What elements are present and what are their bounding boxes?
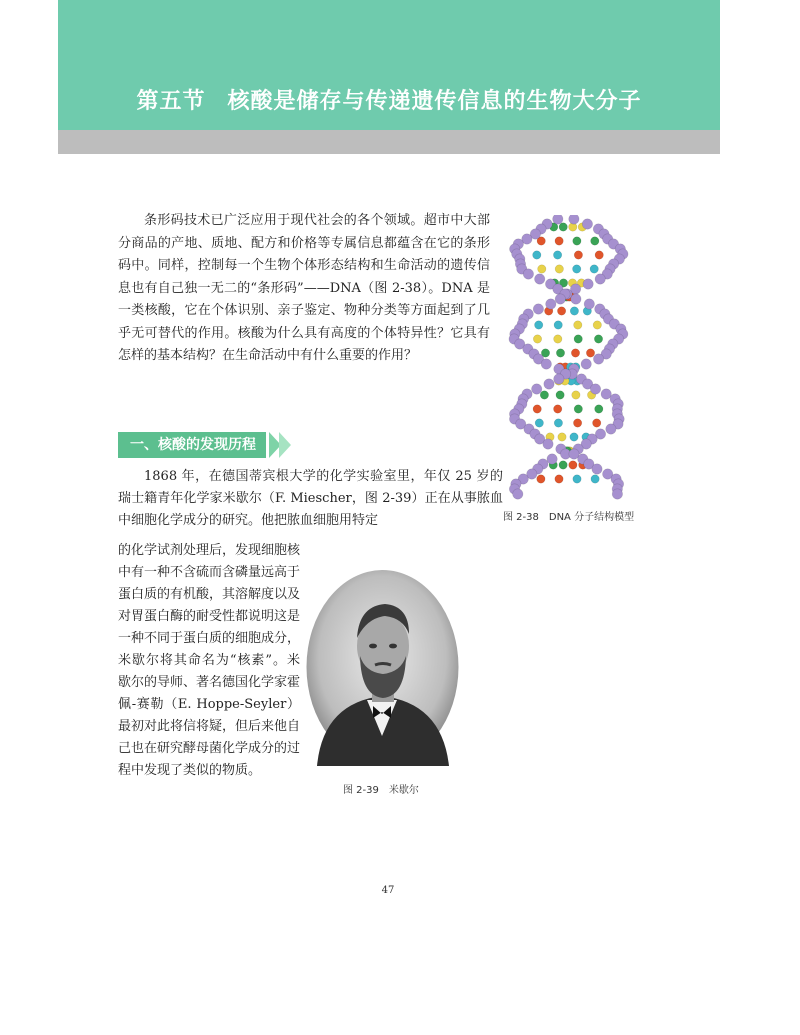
dna-model-image (488, 215, 648, 500)
subsection-heading (118, 432, 289, 458)
dna-figure-caption: 图 2-38 DNA 分子结构模型 (503, 512, 635, 523)
page-number: 47 (381, 885, 395, 896)
section-number: 第五节 (136, 89, 206, 114)
body-text-1: 1868 年，在德国蒂宾根大学的化学实验室里，年仅 25 岁的瑞士籍青年化学家米歇尔（F. Miescher，图 2-39）正在从事脓血中细胞化学成分的研究。他把脓血细胞用特定 (118, 469, 503, 528)
header-shadow (58, 130, 720, 154)
portrait-figure-caption: 图 2-39 米歇尔 (343, 785, 419, 796)
body-paragraph-2 (118, 540, 300, 782)
double-chevron-icon (269, 432, 289, 458)
intro-paragraph (118, 210, 490, 368)
textbook-page (58, 0, 720, 1035)
subsection-heading-label: 一、核酸的发现历程 (118, 432, 266, 458)
intro-text: 条形码技术已广泛应用于现代社会的各个领域。超市中大部分商品的产地、质地、配方和价格等专属信息都蕴含在它的条形码中。同样，控制每一个生物个体形态结构和生命活动的遗传信息也有自己独一无二的“条形码”——DNA（图 2-38）。DNA 是一类核酸，它在个体识别、亲子鉴定、物种分类等方面起到了几乎无可替代的作用。核酸为什么具有高度的个体特异性？它具有怎样的基本结构？在生命活动中有什么重要的作用？ (118, 213, 490, 363)
section-title (58, 84, 720, 115)
section-title-text: 核酸是储存与传递遗传信息的生物大分子 (227, 89, 642, 114)
body-text-2: 的化学试剂处理后，发现细胞核中有一种不含硫而含磷量远高于蛋白质的有机酸，其溶解度以及对胃蛋白酶的耐受性都说明这是一种不同于蛋白质的细胞成分，米歇尔将其命名为“核素”。米歇尔的导师、著名德国化学家霍佩-赛勒（E. Hoppe-Seyler）最初对此将信将疑，但后来他自己也在研究酵母菌化学成分的过程中发现了类似的物质。 (118, 543, 301, 778)
miescher-portrait-image (305, 568, 460, 766)
body-paragraph-1 (118, 466, 503, 532)
